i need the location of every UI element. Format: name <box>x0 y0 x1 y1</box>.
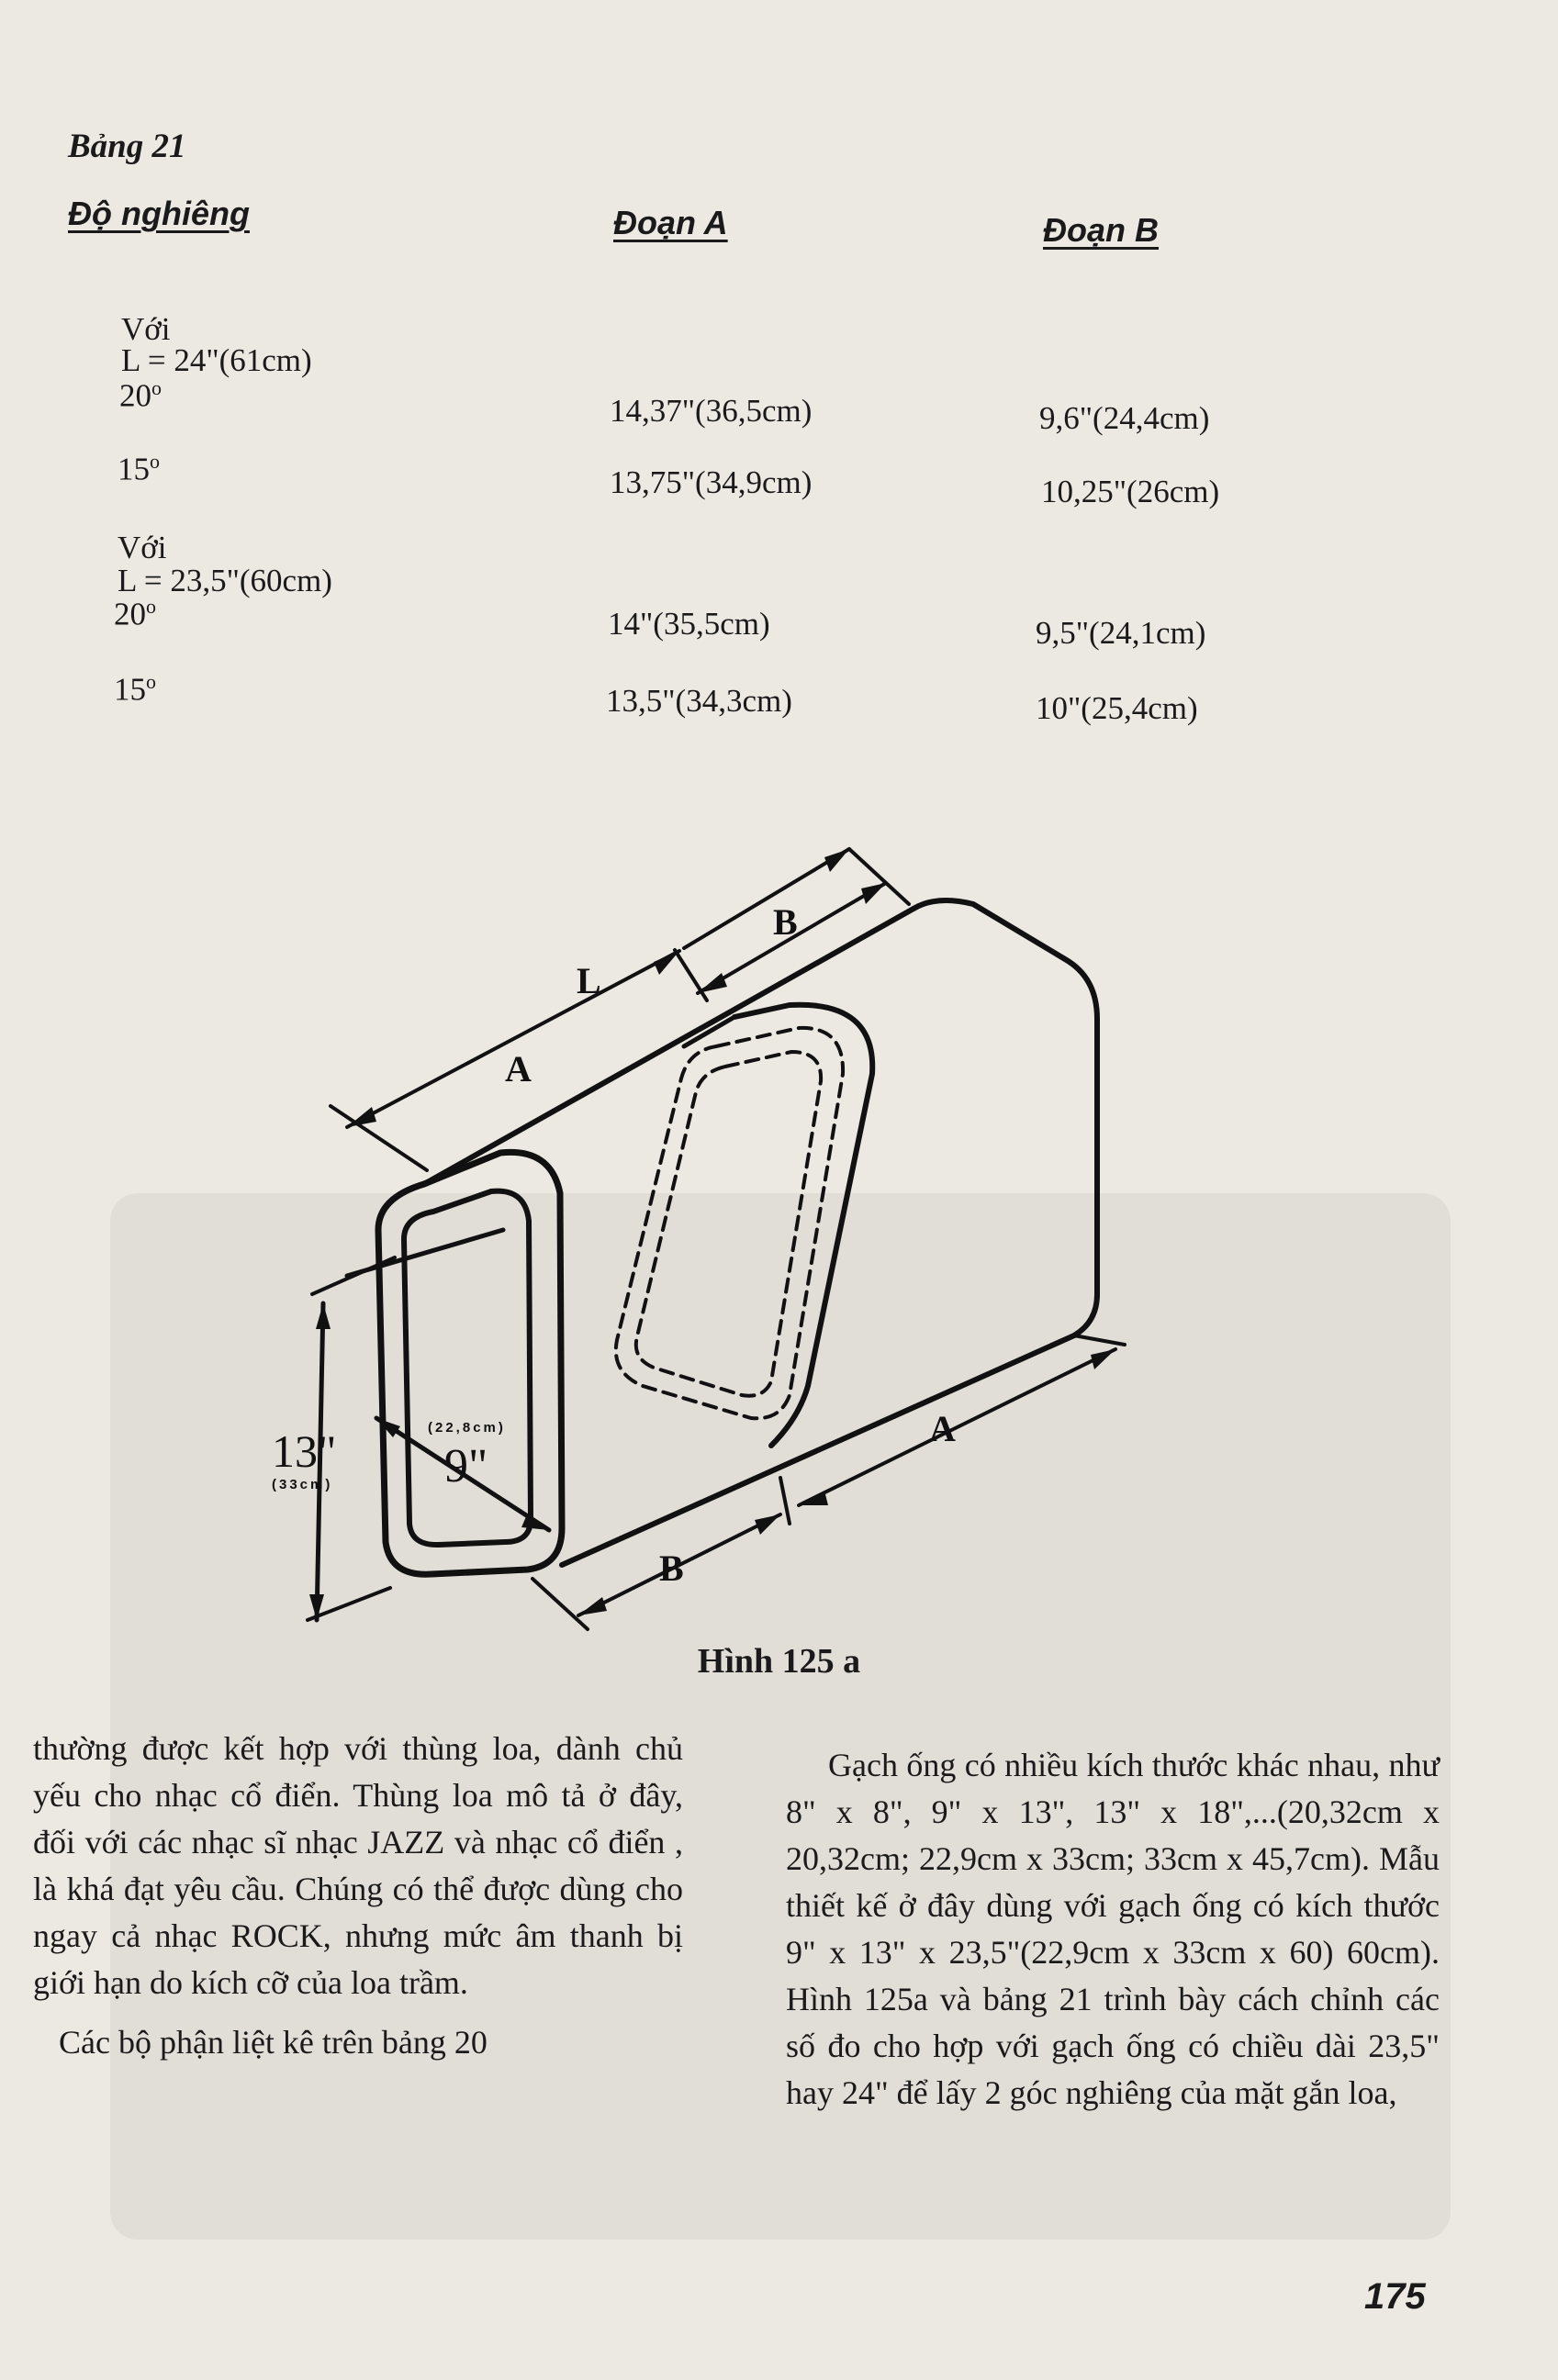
dim-bottom-A <box>799 1349 1115 1505</box>
dim-bottom-ext-2 <box>780 1478 790 1524</box>
arrow-head <box>578 1597 607 1615</box>
dim-bottom-ext-3 <box>1074 1335 1125 1345</box>
arrow-head <box>755 1514 780 1535</box>
arrow-head <box>861 883 886 904</box>
group-1-row-2-angle: 15$^o$ <box>118 450 160 487</box>
dim-top-ext-2 <box>849 849 909 904</box>
label-B-bottom: B <box>659 1548 684 1589</box>
label-A-top: A <box>505 1048 532 1089</box>
dim-top-L-upper <box>684 849 849 948</box>
group-1-row-1-a: 14,37"(36,5cm) <box>610 393 813 429</box>
arrow-head <box>824 849 849 872</box>
group-2-prefix: Với <box>118 530 167 565</box>
group-1-row-1-b: 9,6"(24,4cm) <box>1039 400 1210 436</box>
left-column <box>33 1726 683 2066</box>
label-height-cm: (33cm) <box>272 1477 333 1492</box>
arrow-head <box>799 1491 828 1505</box>
label-width: 9" <box>444 1440 488 1492</box>
group-1-row-1-angle: 20$^o$ <box>119 376 162 414</box>
group-1-row-2-a: 13,75"(34,9cm) <box>610 464 813 500</box>
page-number: 175 <box>1364 2276 1426 2317</box>
speaker-cutout-dashed-inner <box>636 1052 821 1396</box>
baffle-panel <box>734 1005 872 1446</box>
arrow-head <box>654 951 679 975</box>
header-angle: Độ nghiêng <box>68 195 250 232</box>
bottom-edge <box>562 1335 1074 1565</box>
group-2-row-2-b: 10"(25,4cm) <box>1036 690 1198 726</box>
label-B-top: B <box>773 901 798 943</box>
group-1-row-2-b: 10,25"(26cm) <box>1041 474 1220 509</box>
group-2-row-1-a: 14"(35,5cm) <box>608 606 770 642</box>
header-segment-b: Đoạn B <box>1043 211 1159 249</box>
group-1-length: L = 24"(61cm) <box>121 342 312 378</box>
group-2-row-2-a: 13,5"(34,3cm) <box>606 683 792 719</box>
label-L: L <box>577 960 601 1001</box>
arrow-head <box>347 1107 376 1127</box>
right-column <box>786 1742 1440 2117</box>
speaker-cutout-dashed <box>616 1028 843 1418</box>
label-width-cm: (22,8cm) <box>428 1420 506 1436</box>
dim-bottom-ext-1 <box>532 1579 588 1629</box>
dim-top-ext-1 <box>331 1106 427 1170</box>
dim-top-ext-3 <box>675 950 707 1000</box>
label-A-bottom: A <box>929 1408 956 1449</box>
back-top-corner <box>914 900 1097 1019</box>
group-2-row-1-b: 9,5"(24,1cm) <box>1036 615 1206 651</box>
arrow-head <box>698 973 727 993</box>
header-segment-a: Đoạn A <box>613 204 728 241</box>
group-1-prefix: Với <box>121 311 171 347</box>
arrow-head <box>316 1303 331 1329</box>
left-paragraph-1: thường được kết hợp với thùng loa, dành chủ yếu cho nhạc cổ điển. Thùng loa mô tả ở đây, đối với các nhạc sĩ nhạc JAZZ và nhạc cổ điển , là khá đạt yêu cầu. Chúng có thể được dùng cho ngay cả nhạc ROCK, nhưng mức âm thanh bị giới hạn do kích cỡ của loa trầm. <box>33 1730 683 2001</box>
label-height: 13" <box>272 1425 337 1477</box>
table-title: Bảng 21 <box>68 128 186 165</box>
figure-caption: Hình 125 a <box>697 1642 861 1681</box>
right-paragraph-1: Gạch ống có nhiều kích thước khác nhau, như 8" x 8", 9" x 13", 13" x 18",...(20,32cm x 20,32cm; 22,9cm x 33cm; 33cm x 45,7cm). Mẫu thiết kế ở đây dùng với gạch ống có kích thước 9" x 13" x 23,5"(22,9cm x 33cm x 60) 60cm). Hình 125a và bảng 21 trình bày cách chỉnh các số đo cho hợp với gạch ống có chiều dài 23,5" hay 24" để lấy 2 góc nghiêng của mặt gắn loa, <box>786 1747 1440 2111</box>
arrow-head <box>1091 1349 1115 1369</box>
group-2-row-2-angle: 15$^o$ <box>114 670 156 708</box>
dim-top-A <box>347 951 679 1127</box>
group-2-length: L = 23,5"(60cm) <box>118 563 332 598</box>
left-paragraph-2: Các bộ phận liệt kê trên bảng 20 <box>59 2024 488 2061</box>
group-2-row-1-angle: 20$^o$ <box>114 595 156 632</box>
back-right-edge <box>1074 1019 1097 1335</box>
